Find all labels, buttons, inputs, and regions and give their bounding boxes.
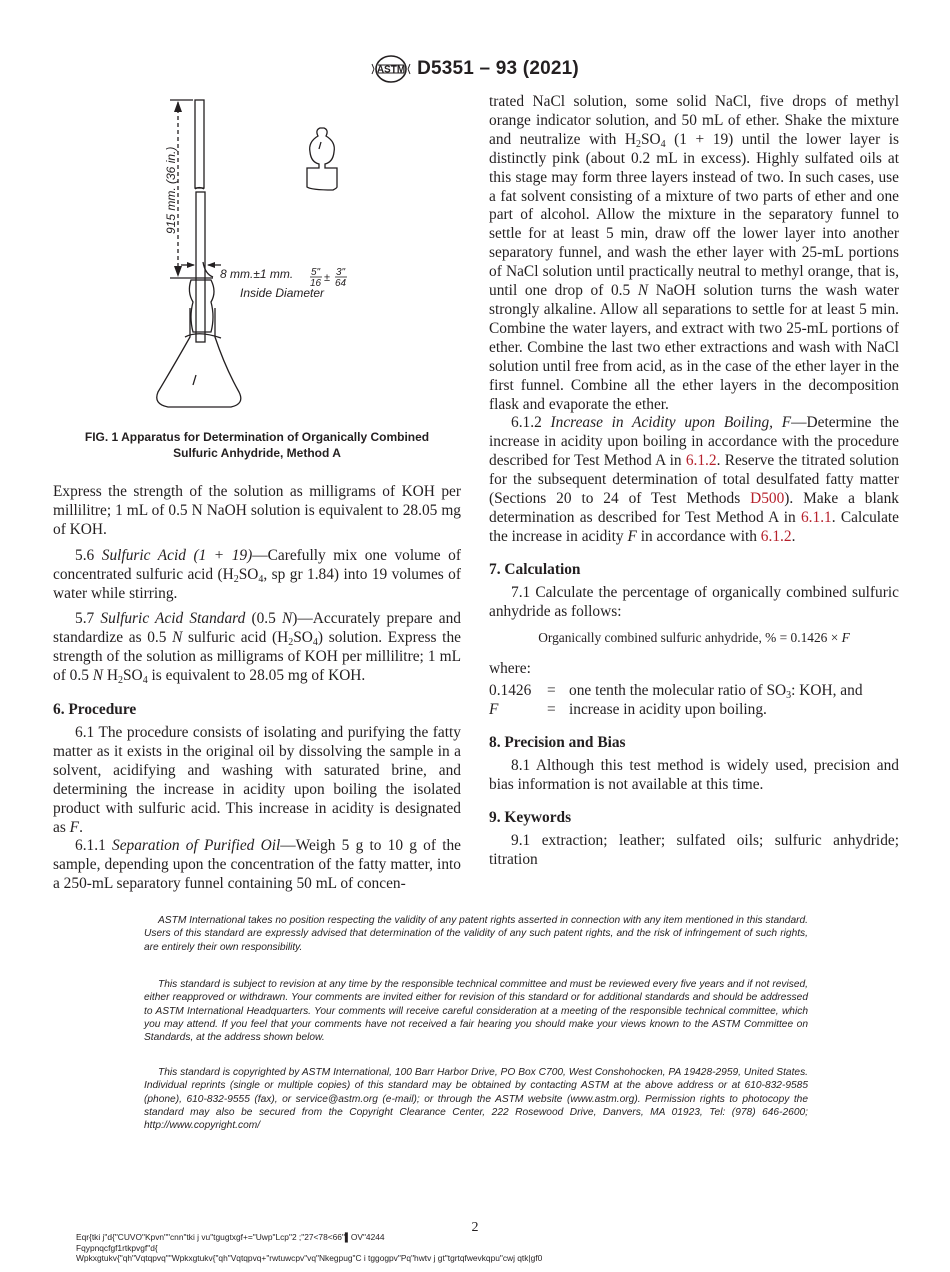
watermark-line: Wpkxgtukv{"qh"Vqtqpvq""Wpkxgtukv{"qh"Vqtqpvq+"rwtuwcpv"vq"Nkegpug"C i tggogpv"Pq"hwtv j gt"tgrtqfwevkqpu"cwj qtk|gf0	[76, 1253, 543, 1264]
astm-logo-icon	[371, 54, 411, 84]
fraction-2-numerator: 3"	[336, 267, 346, 278]
link-section-6-1-2[interactable]: 6.1.2	[685, 452, 717, 470]
equation: Organically combined sulfuric anhydride, % = 0.1426 × F	[538, 630, 850, 646]
apparatus-diagram	[53, 92, 461, 424]
right-column	[489, 93, 899, 870]
definition-text: one tenth the molecular ratio of $SO_3$: KOH, and	[569, 682, 863, 702]
patent-notice	[144, 914, 808, 954]
diameter-label: 8 mm.±1 mm.	[220, 267, 294, 281]
copyright-notice	[144, 1066, 808, 1132]
watermark-line: Eqr{tki j"d{"CUVO"Kpvn""cnn"tki j vu"tgugtxgf+="Uwp"Lcp"2 ;"27<78<66"▌OV"4244	[76, 1232, 385, 1242]
link-d500[interactable]: D500	[750, 490, 785, 508]
document-id: D5351 – 93 (2021)	[417, 58, 579, 79]
paragraph-6-1-2: 6.1.2 Increase in Acidity upon Boiling, F—Determine the increase in acidity upon boiling in accordance with the procedure described for Test Method A in 6.1.2. Reserve the titrated solution for the subsequent determination of total desulfated fatty matter (Sections 20 to 24 of Test Methods D500). Make a blank determination as described for Test Method A in 6.1.1. Calculate the increase in acidity F in accordance with 6.1.2.	[489, 414, 900, 545]
figure-caption-line1: FIG. 1 Apparatus for Determination of Organically Combined	[84, 430, 430, 444]
section-heading-keywords: 9. Keywords	[489, 808, 572, 826]
copyright-notice-text: This standard is copyrighted by ASTM International, 100 Barr Harbor Drive, PO Box C700, West Conshohocken, PA 19428-2959, United States. Individual reprints (single or multiple copies) of this standard may be obtained by contacting ASTM at the above address or at 610-832-9585 (phone), 610-832-9555 (fax), or service@astm.org (e-mail); or through the ASTM website (www.astm.org). Permission rights to photocopy the standard may also be secured from the Copyright Clearance Center, 222 Rosewood Drive, Danvers, MA 01923, Tel: (978) 646-2600; http://www.copyright.com/	[144, 1067, 808, 1132]
svg-text:ASTM: ASTM	[376, 64, 406, 76]
patent-notice-text: ASTM International takes no position respecting the validity of any patent rights asserted in connection with any item mentioned in this standard. Users of this standard are expressly advised that determination of the validity of any such patent rights, and the risk of infringement of such rights, are entirely their own responsibility.	[144, 915, 808, 953]
revision-notice-text: This standard is subject to revision at any time by the responsible technical committee and must be reviewed every five years and if not revised, either reapproved or withdrawn. Your comments are invited either for revision of this standard or for additional standards and should be addressed to ASTM International Headquarters. Your comments will receive careful consideration at a meeting of the responsible technical committee, which you may attend. If you feel that your comments have not received a fair hearing you should make your views known to the ASTM Committee on Standards, at the address shown below.	[144, 979, 808, 1044]
definition-row	[489, 682, 899, 701]
paragraph-5-6: 5.6 Sulfuric Acid (1 + 19)—Carefully mix one volume of concentrated sulfuric acid ($H_2SO_4$, sp gr 1.84) into 19 volumes of water while stirring.	[53, 546, 462, 602]
watermark-line: Fqypnqcfgf1rtkpvgf"d{	[76, 1242, 158, 1253]
figure-caption	[53, 430, 461, 461]
paragraph-8-1: 8.1 Although this test method is widely used, precision and bias information is not available at this time.	[489, 757, 899, 793]
definition-symbol: 0.1426	[489, 682, 532, 700]
figure-apparatus	[53, 92, 461, 424]
page-header	[0, 54, 950, 84]
section-heading-calculation: 7. Calculation	[489, 560, 581, 578]
paragraph-6-1-1-continuation: trated NaCl solution, some solid NaCl, five drops of methyl orange indicator solution, and 50 mL of ether. Shake the mixture and neutralize with $H_2SO_4$ (1 + 19) until the lower layer is distinctly pink (about 0.2 mL in excess). Highly sulfated oils at this stage may form three layers instead of two. In such cases, use a fat solvent consisting of a mixture of two parts of ether and one part of alcohol. Allow the mixture in the separatory funnel to settle for at least 5 min, draw off the lower layer into another separatory funnel, and wash the ether layer with 25-mL portions of NaCl solution until practically neutral to methyl orange, that is, until one drop of 0.5 N NaOH solution turns the wash water strongly alkaline. Allow all separations to settle for at least 5 min. Combine the water layers, and extract with two 25-mL portions of ether. Combine the last two ether extractions and wash with NaCl solution until free from acid, as in the case of the ether layer in the first funnel. Combine all the ether layers in the decomposition flask and evaporate the ether.	[489, 93, 899, 413]
license-watermark	[76, 1232, 542, 1264]
fraction-1-numerator: 5"	[311, 267, 321, 278]
paragraph-7-1: 7.1 Calculate the percentage of organically combined sulfuric anhydride as follows:	[489, 583, 899, 620]
section-heading-procedure: 6. Procedure	[53, 701, 137, 719]
left-column	[53, 483, 461, 894]
paragraph-6-1-1: 6.1.1 Separation of Purified Oil—Weigh 5 g to 10 g of the sample, depending upon the concentration of the fatty matter, into a 250-mL separatory funnel containing 50 mL of concen-	[53, 837, 461, 893]
paragraph-6-1: 6.1 The procedure consists of isolating and purifying the fatty matter as it exists in the original oil by dissolving the sample in a solvent, acidifying and washing with saturated brine, and determining the increase in acidity upon boiling the isolated product with sulfuric acid. This increase in acidity is designated as F.	[53, 723, 461, 836]
fraction-2-denominator: 64	[335, 278, 347, 289]
definition-text: increase in acidity upon boiling.	[569, 701, 767, 719]
paragraph-5-5-continuation: Express the strength of the solution as milligrams of KOH per millilitre; 1 mL of 0.5 N NaOH solution is equivalent to 28.05 mg of KOH.	[53, 483, 461, 538]
paragraph-5-7: 5.7 Sulfuric Acid Standard (0.5 N)—Accurately prepare and standardize as 0.5 N sulfuric acid $(H_2SO_4)$ solution. Express the strength of the solution as milligrams of KOH per millilitre; 1 mL of 0.5 N $H_2SO_4$ is equivalent to 28.05 mg of KOH.	[53, 610, 462, 687]
page-number: 2	[471, 1220, 479, 1235]
definition-equals: =	[547, 701, 556, 719]
link-section-6-1-2-b[interactable]: 6.1.2	[760, 527, 792, 545]
figure-caption-line2: Sulfuric Anhydride, Method A	[173, 445, 341, 460]
definition-row	[489, 701, 899, 720]
inside-diameter-label: Inside Diameter	[240, 286, 325, 300]
definition-symbol: F	[489, 701, 499, 719]
where-label: where:	[489, 660, 531, 678]
section-heading-precision-bias: 8. Precision and Bias	[489, 734, 626, 752]
revision-notice	[144, 978, 808, 1044]
fraction-1-denominator: 16	[310, 278, 322, 289]
plus-minus: ±	[324, 272, 331, 284]
paragraph-9-1: 9.1 extraction; leather; sulfated oils; sulfuric anhydride; titration	[489, 831, 899, 868]
link-section-6-1-1[interactable]: 6.1.1	[800, 508, 832, 526]
dimension-label: 915 mm. (36 in.)	[164, 146, 178, 234]
definition-equals: =	[547, 682, 556, 700]
